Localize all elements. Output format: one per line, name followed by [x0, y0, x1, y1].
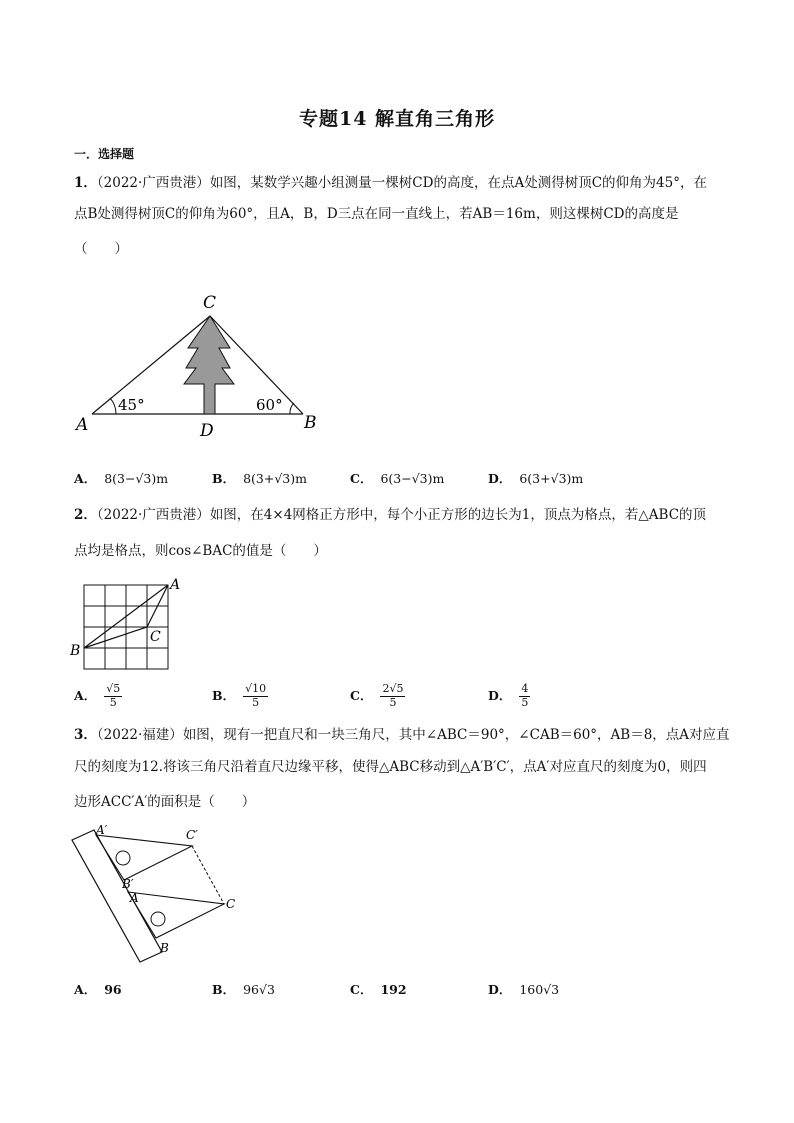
q2-option-b[interactable]: B． $\frac{√10}{5}$	[212, 682, 267, 709]
question-3-line-2: 尺的刻度为12.将该三角尺沿着直尺边缘平移，使得△ABC移动到△A′B′C′，点A′对应直尺的刻度为0，则四	[74, 759, 707, 775]
question-2-figure	[68, 575, 188, 675]
label-c: C	[203, 293, 217, 313]
question-3-figure	[68, 822, 248, 972]
question-1-figure	[70, 290, 330, 440]
question-1-line-2: 点B处测得树顶C的仰角为60°，且A，B，D三点在同一直线上，若AB＝16m，则这棵树CD的高度是	[74, 206, 679, 222]
q3-option-d[interactable]: D． 160√3	[488, 982, 560, 997]
page-title: 专题14 解直角三角形	[298, 108, 496, 130]
q2-option-d[interactable]: D． $\frac{4}{5}$	[488, 682, 529, 709]
ruler	[72, 830, 162, 962]
label-c: C	[150, 629, 161, 645]
hole-circle-1	[116, 851, 130, 865]
question-3-number: 3．	[74, 727, 97, 743]
question-2-text-1: 如图，在4×4网格正方形中，每个小正方形的边长为1，顶点为格点，若△ABC的顶	[209, 507, 707, 523]
question-1-line-1	[74, 177, 707, 191]
label-b: B	[160, 941, 169, 955]
label-c1: C′	[186, 828, 198, 842]
question-3-line-3: 边形ACC′A′的面积是（ ）	[74, 794, 256, 810]
label-d: D	[200, 421, 214, 440]
question-1-text-1: 如图，某数学兴趣小组测量一棵树CD的高度，在点A处测得树顶C的仰角为45°，在	[209, 175, 707, 191]
angle-a-arc	[110, 398, 116, 414]
q2-option-a[interactable]: A． $\frac{√5}{5}$	[74, 682, 121, 709]
q1-option-c[interactable]: C． 6(3−√3)m	[350, 471, 445, 486]
question-1-line-3: （ ）	[74, 241, 128, 257]
question-2-line-2: 点均是格点，则cos∠BAC的值是（ ）	[74, 543, 327, 559]
triangle-a1b1c1	[96, 835, 192, 880]
triangle-abc	[128, 892, 224, 938]
grid-4x4	[84, 585, 168, 669]
label-angle-b: 60°	[256, 396, 283, 414]
hole-circle-2	[151, 912, 165, 926]
label-a: A	[130, 891, 139, 905]
q1-option-a[interactable]: A． 8(3−√3)m	[74, 471, 169, 486]
question-3-line-1	[74, 729, 730, 743]
label-c: C	[226, 897, 236, 911]
label-a: A	[170, 577, 181, 593]
label-b: B	[70, 643, 81, 659]
label-b1: B′	[122, 877, 134, 891]
section-heading: 一．选择题	[74, 147, 135, 161]
q3-option-b[interactable]: B． 96√3	[212, 982, 275, 997]
question-1-source: （2022·广西贵港）	[96, 175, 210, 191]
label-b: B	[304, 413, 317, 433]
question-3-text-1: 如图，现有一把直尺和一块三角尺，其中∠ABC＝90°，∠CAB＝60°，AB＝8，点A对应直	[182, 727, 730, 743]
question-2-number: 2．	[74, 507, 97, 523]
question-2-line-1	[74, 509, 706, 523]
label-a1: A′	[96, 823, 108, 837]
q1-option-b[interactable]: B． 8(3+√3)m	[212, 471, 307, 486]
question-1-number: 1．	[74, 175, 97, 191]
question-2-source: （2022·广西贵港）	[96, 507, 210, 523]
line-cc1	[192, 846, 224, 904]
label-a: A	[76, 415, 89, 435]
q3-option-a[interactable]: A． 96	[74, 982, 122, 997]
q3-option-c[interactable]: C． 192	[350, 982, 407, 997]
q1-option-d[interactable]: D． 6(3+√3)m	[488, 471, 584, 486]
label-angle-a: 45°	[118, 396, 145, 414]
question-3-source: （2022·福建）	[96, 727, 183, 743]
q2-option-c[interactable]: C． $\frac{2√5}{5}$	[350, 682, 404, 709]
